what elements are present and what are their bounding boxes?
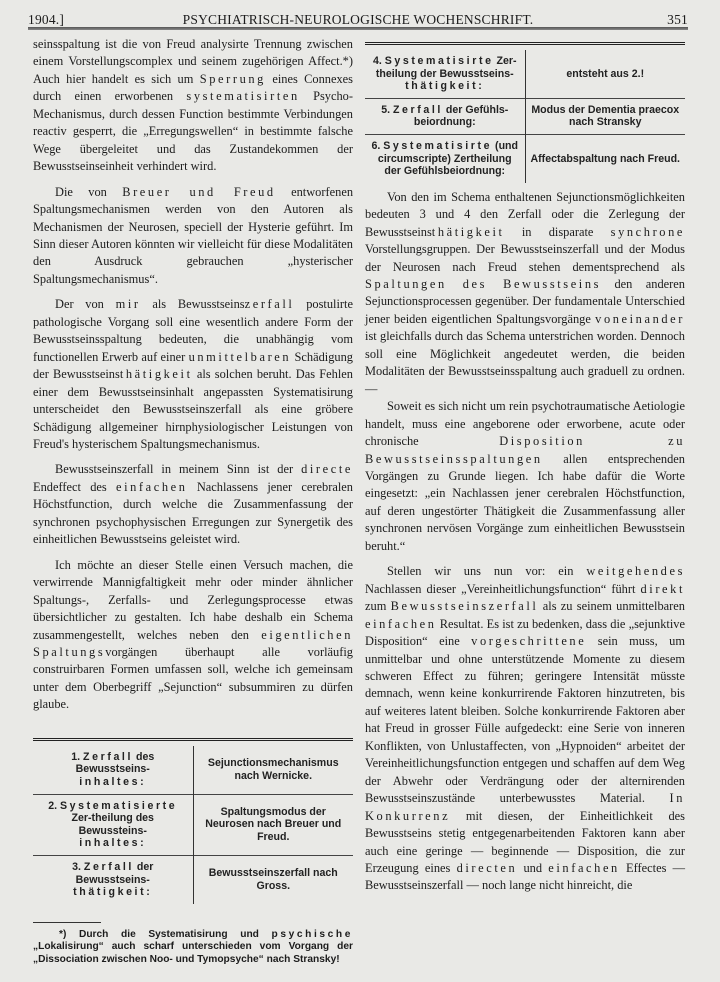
schema-description: Affectabspaltung nach Freud.	[525, 134, 685, 182]
header-rule	[28, 27, 688, 30]
table-row	[365, 98, 685, 134]
schema-category: 1. Zerfall des Bewusstseins- inhaltes:	[33, 746, 193, 794]
schema-table-top-rule	[365, 42, 685, 50]
page-number: 351	[667, 12, 688, 27]
schema-table-part2	[365, 50, 685, 183]
paragraph: Bewusstseinszerfall in meinem Sinn ist der directe Endeffect des einfachen Nachlassens jener cerebralen Höchstfunction, durch welche die Zusammenfassung der synchronen psychophysischen Erregungen zur Synergetik des einheitlichen Bewusstseins geleistet wird.	[33, 462, 353, 547]
paragraph: Stellen wir uns nun vor: ein weitgehendes Nachlassen dieser „Vereinheitlichungsfunction“ führt direkt zum Bewusstseinszerfall als zu seinem unmittelbaren einfachen Resultat. Es ist zu bedenken, dass die „sejunktive Disposition“ eine vorgeschrittene sein muss, um unmittelbar und ohne unterstützende Momente zu diesem schweren Effect zu führen; geringere Intensität müsste demnach, wenn keine konkurrirende Faktoren hinzutreten, bis auf weiteres latent bleiben. Solche konkurrirende Faktoren aber hat Freud in grosser Fülle aufgedeckt: eine Serie von inneren Konflikten, von Unlustaffecten, von „Hypnoiden“ arbeitet der Vereinheitlichungsfunction entgegen und schaffen auf dem Weg der Abwehr oder Verdrängung oder der alternirenden Bewusstseinszustände unterbewusstes Material. In Konkurrenz mit diesen, der Einheitlichkeit des Bewusstseins stetig entgegenarbeitenden Faktoren kann aber auch eine geringe — beginnende — Disposition, die zur Erzeugung eines directen und einfachen Effectes — Bewusstseinszerfall — noch lange nicht hinreicht, die	[365, 564, 686, 893]
left-column	[33, 34, 353, 966]
schema-description: Sejunctionsmechanismus nach Wernicke.	[207, 757, 339, 782]
schema-category: 4. Systematisirte Zer-theilung der Bewusstseins- thätigkeit:	[365, 50, 525, 98]
footnote: *) Durch die Systematisirung und psychische „Lokalisirung“ auch scharf unterschieden vom Vorgang der „Dissociation zwischen Noo- und Tymopsyche“ nach Stransky!	[33, 928, 353, 965]
schema-description: Spaltungsmodus der Neurosen nach Breuer und Freud.	[193, 794, 353, 855]
journal-title: PSYCHIATRISCH-NEUROLOGISCHE WOCHENSCHRIFT.	[182, 12, 534, 27]
paragraph: Ich möchte an dieser Stelle einen Versuch machen, die verwirrende Mannigfaltigkeit mehr oder minder ähnlicher Spaltungs-, Zerfalls- und Zerlegungsprocesse etwas übersichtlicher zu gestalten. Ich habe deshalb ein Schema zusammengestellt, welches neben den eigentlichen Spaltungsvorgängen überhaupt alle vorläufig construirbaren Formen umfassen soll, welche ich gemeinsam unter dem Oberbegriff „Sejunction“ subsummiren zu dürfen glaube.	[33, 557, 353, 712]
paragraph: seinsspaltung ist die von Freud analysirte Trennung zwischen einem Vorstellungscomplex und seinem zugehörigen Affect.*) Auch hier handelt es sich um Sperrung eines Connexes durch einen erworbenen systematisirten Psycho-Mechanismus, durch dessen Function bestimmte Verbindungen reactiv gesperrt, die „Erregungswellen“ in bestimmte falsche Wege übergeleitet und das Zustandekommen der Bewusstseinseinheit verhindert wird.	[33, 37, 353, 174]
footnote-rule	[33, 922, 101, 923]
paragraph: Von den im Schema enthaltenen Sejunctionsmöglichkeiten bedeuten 3 und 4 den Zerfall oder die Zerlegung der Bewusstseinsthätigkeit in disparate synchrone Vorstellungsgruppen. Der Bewusstseinszerfall und der Modus der Neurosen nach Freud stehen dementsprechend als Spaltungen des Bewusstseins den anderen Sejunctionsprocessen gegenüber. Der fundamentale Unterschied jener beiden eigentlichen Spaltungsvorgänge voneinander ist gleichfalls durch das Schema unterstrichen worden. Dennoch soll eine Möglichkeit angedeutet werden, die beiden Modalitäten der Bewusstseinsspaltung auch graduell zu ordnen. —	[365, 189, 685, 396]
table-row	[365, 134, 685, 182]
schema-table-part1	[33, 746, 353, 904]
schema-description: Modus der Dementia praecox nach Stransky	[525, 98, 685, 134]
right-column	[365, 34, 685, 895]
paragraph: Der von mir als Bewusstseinszerfall postulirte pathologische Vorgang soll eine wesentlich andere Form der Bewusstseinsspaltung bedeuten, die unabhängig vom functionellen Erwerb auf einer unmittelbaren Schädigung der Bewusstseinsthätigkeit als solchen beruht. Das Fehlen einer dem Bewusstseinsinhalt angepassten Systematisirung unterscheidet den Bewusstseinszerfall als eine gröbere Schädigung allgemeiner hirnphysiologischer Leistungen von Freud's hysterischem Spaltungsmechanismus.	[33, 297, 353, 451]
schema-description: entsteht aus 2.!	[566, 67, 645, 80]
schema-category: 5. Zerfall der Gefühls-beiordnung:	[365, 98, 525, 134]
table-row	[33, 855, 353, 903]
paragraph: Soweit es sich nicht um rein psychotraumatische Aetiologie handelt, muss eine angeborene oder erworbene, acute oder chronische Disposition zu Bewusstseinsspaltungen allen entsprechenden Vorgängen zu Grunde liegen. Ich habe dafür die Worte eingesetzt: „ein Nachlassen jener cerebralen Höchstfunction, auf deren ungestörter Thätigkeit die Zusammenfassung aller synchronen nervösen Vorgänge zum einheitlichen Bewusstsein beruht.“	[365, 399, 685, 553]
table-row	[365, 50, 685, 98]
table-row	[33, 746, 353, 794]
schema-category: 6. Systematisirte (und circumscripte) Zertheilung der Gefühlsbeiordnung:	[365, 134, 525, 182]
schema-category: 3. Zerfall der Bewusstseins- thätigkeit:	[33, 855, 193, 903]
schema-description: Bewusstseinszerfall nach Gross.	[193, 855, 353, 903]
paragraph: Die von Breuer und Freud entworfenen Spaltungsmechanismen werden von den Autoren als Mechanismen der Neurosen, speciell der Hysterie geführt. Im Sinn dieser Autoren könnten wir vielleicht für diese Modalitäten den Ausdruck gebrauchen „hysterischer Spaltungsmechanismus“.	[33, 184, 354, 286]
header-year: 1904.]	[28, 12, 65, 27]
schema-table-top-rule	[33, 738, 353, 746]
schema-category: 2. Systematisierte Zer-theilung des Bewussteins- inhaltes:	[33, 794, 193, 855]
table-row	[33, 794, 353, 855]
